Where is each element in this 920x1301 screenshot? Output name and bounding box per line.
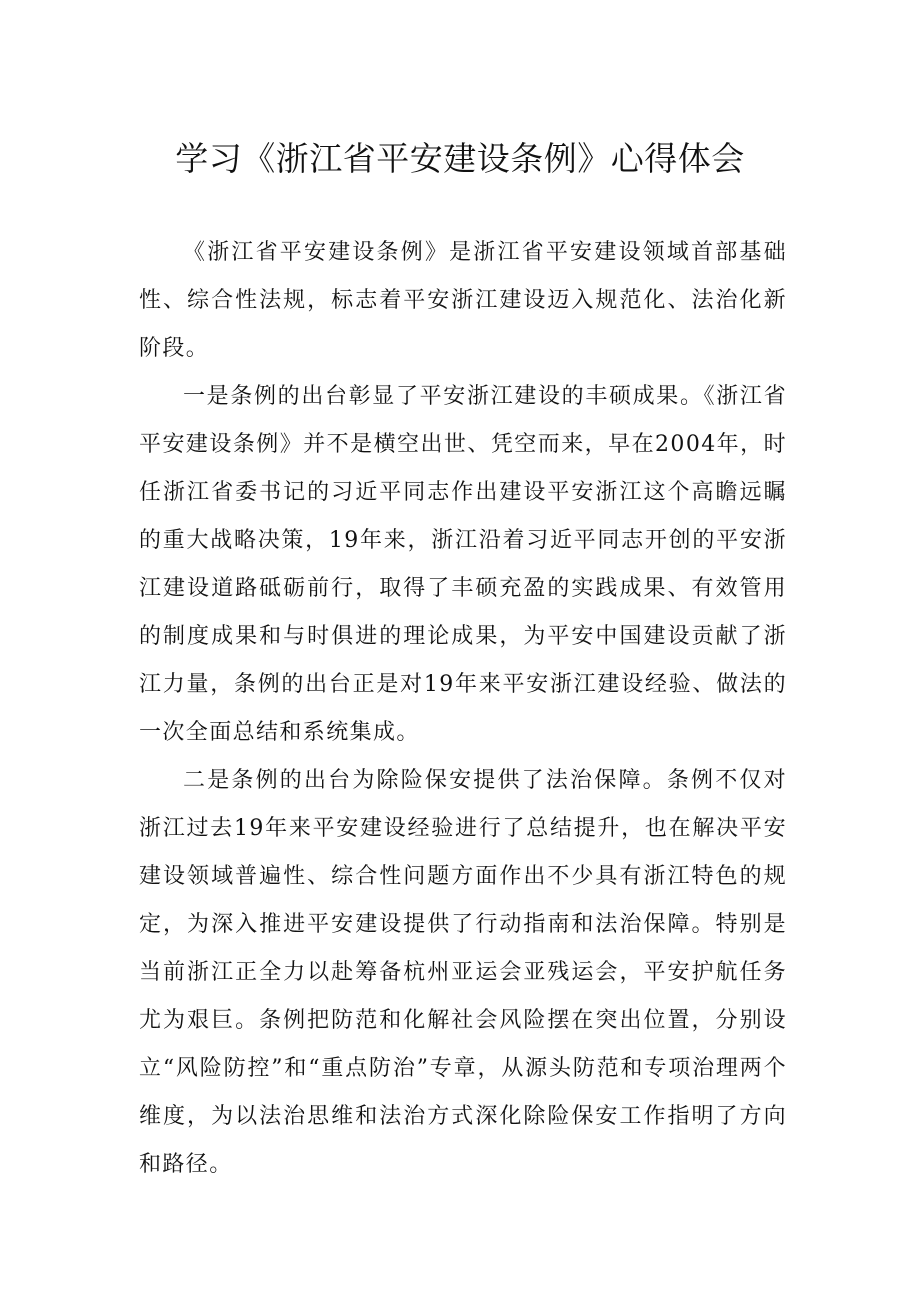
paragraph-point-two: 二是条例的出台为除险保安提供了法治保障。条例不仅对浙江过去19年来平安建设经验进行了总结提升，也在解决平安建设领域普遍性、综合性问题方面作出不少具有浙江特色的规定，为深入推进平安建设提供了行动指南和法治保障。特别是当前浙江正全力以赴筹备杭州亚运会亚残运会，平安护航任务尤为艰巨。条例把防范和化解社会风险摆在突出位置，分别设立“风险防控”和“重点防治”专章，从源头防范和专项治理两个维度，为以法治思维和法治方式深化除险保安工作指明了方向和路径。 (139, 768, 787, 1177)
paragraph-point-one: 一是条例的出台彰显了平安浙江建设的丰硕成果。《浙江省平安建设条例》并不是横空出世、凭空而来，早在2004年，时任浙江省委书记的习近平同志作出建设平安浙江这个高瞻远瞩的重大战略决策，19年来，浙江沿着习近平同志开创的平安浙江建设道路砥砺前行，取得了丰硕充盈的实践成果、有效管用的制度成果和与时俱进的理论成果，为平安中国建设贡献了浙江力量，条例的出台正是对19年来平安浙江建设经验、做法的一次全面总结和系统集成。 (139, 384, 787, 745)
document-body (139, 229, 787, 1189)
document-title: 学习《浙江省平安建设条例》心得体会 (175, 139, 745, 178)
paragraph-intro: 《浙江省平安建设条例》是浙江省平安建设领域首部基础性、综合性法规，标志着平安浙江建设迈入规范化、法治化新阶段。 (139, 240, 787, 361)
